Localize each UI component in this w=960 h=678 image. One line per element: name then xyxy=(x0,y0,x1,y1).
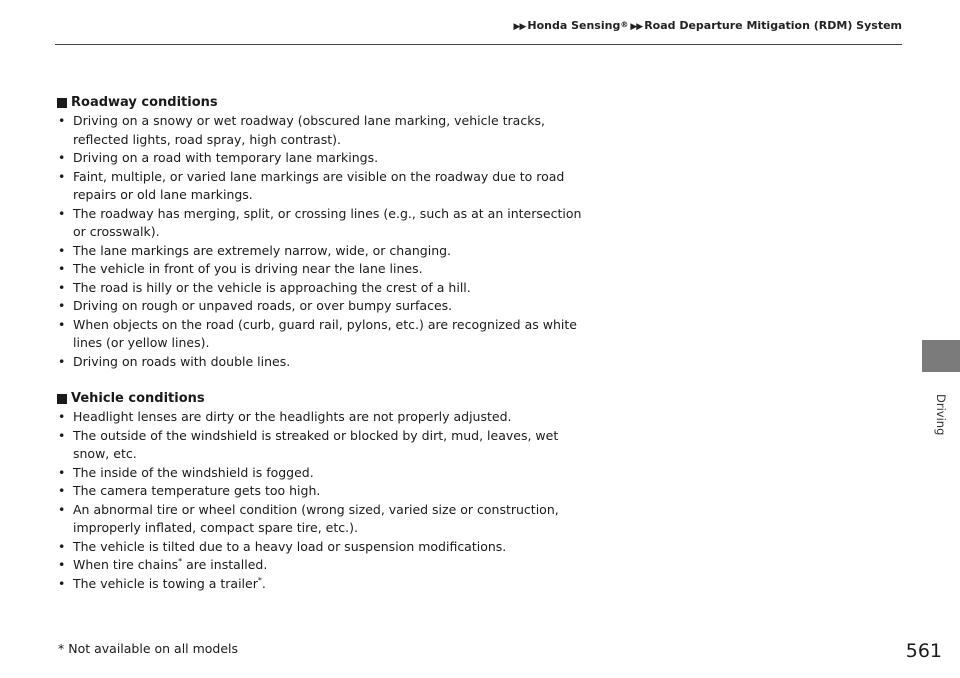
header-divider xyxy=(55,44,902,45)
list-item: • An abnormal tire or wheel condition (wrong sized, varied size or construction, improperly inflated, compact spare tire, etc.). xyxy=(57,501,587,538)
list-item: • The road is hilly or the vehicle is approaching the crest of a hill. xyxy=(57,279,587,298)
double-triangle-icon: ▶▶ xyxy=(513,22,526,32)
registered-mark: ® xyxy=(620,20,629,29)
section-heading xyxy=(57,390,587,408)
list-item: • When objects on the road (curb, guard rail, pylons, etc.) are recognized as white lines (or yellow lines). xyxy=(57,316,587,353)
breadcrumb-item-honda-sensing[interactable]: Honda Sensing xyxy=(527,19,621,32)
breadcrumb-item-rdm-system[interactable]: Road Departure Mitigation (RDM) System xyxy=(644,19,902,32)
bullet-list xyxy=(57,408,587,593)
section-vehicle-conditions xyxy=(57,390,587,593)
list-item: • The lane markings are extremely narrow, wide, or changing. xyxy=(57,242,587,261)
list-item: • The vehicle is towing a trailer*. xyxy=(57,575,587,594)
footnote-marker: * xyxy=(178,557,183,566)
list-item: • The vehicle is tilted due to a heavy load or suspension modifications. xyxy=(57,538,587,557)
list-item: • Driving on a road with temporary lane markings. xyxy=(57,149,587,168)
list-item: • Driving on roads with double lines. xyxy=(57,353,587,372)
section-heading-text: Vehicle conditions xyxy=(71,391,205,406)
breadcrumb xyxy=(514,19,902,32)
double-triangle-icon: ▶▶ xyxy=(630,22,643,32)
list-item: • The inside of the windshield is fogged. xyxy=(57,464,587,483)
list-item: • Faint, multiple, or varied lane markings are visible on the roadway due to road repairs or old lane markings. xyxy=(57,168,587,205)
list-item: • The camera temperature gets too high. xyxy=(57,482,587,501)
footnote-marker: * xyxy=(257,575,262,585)
bullet-list xyxy=(57,112,587,371)
page-number: 561 xyxy=(905,640,942,662)
section-heading-text: Roadway conditions xyxy=(71,95,218,110)
list-item: • Driving on rough or unpaved roads, or over bumpy surfaces. xyxy=(57,297,587,316)
section-roadway-conditions xyxy=(57,94,587,371)
side-tab-label[interactable]: Driving xyxy=(934,394,948,436)
list-item: • The outside of the windshield is streaked or blocked by dirt, mud, leaves, wet snow, etc. xyxy=(57,427,587,464)
footnote: * Not available on all models xyxy=(58,641,239,656)
list-item: • Driving on a snowy or wet roadway (obscured lane marking, vehicle tracks, reflected lights, road spray, high contrast). xyxy=(57,112,587,149)
list-item: • The roadway has merging, split, or crossing lines (e.g., such as at an intersection or crosswalk). xyxy=(57,205,587,242)
section-heading xyxy=(57,94,587,112)
list-item: • The vehicle in front of you is driving near the lane lines. xyxy=(57,260,587,279)
list-item: • Headlight lenses are dirty or the headlights are not properly adjusted. xyxy=(57,408,587,427)
square-bullet-icon xyxy=(57,394,67,404)
side-tab-marker[interactable] xyxy=(922,340,960,372)
square-bullet-icon xyxy=(57,98,67,108)
list-item: • When tire chains* are installed. xyxy=(57,556,587,575)
